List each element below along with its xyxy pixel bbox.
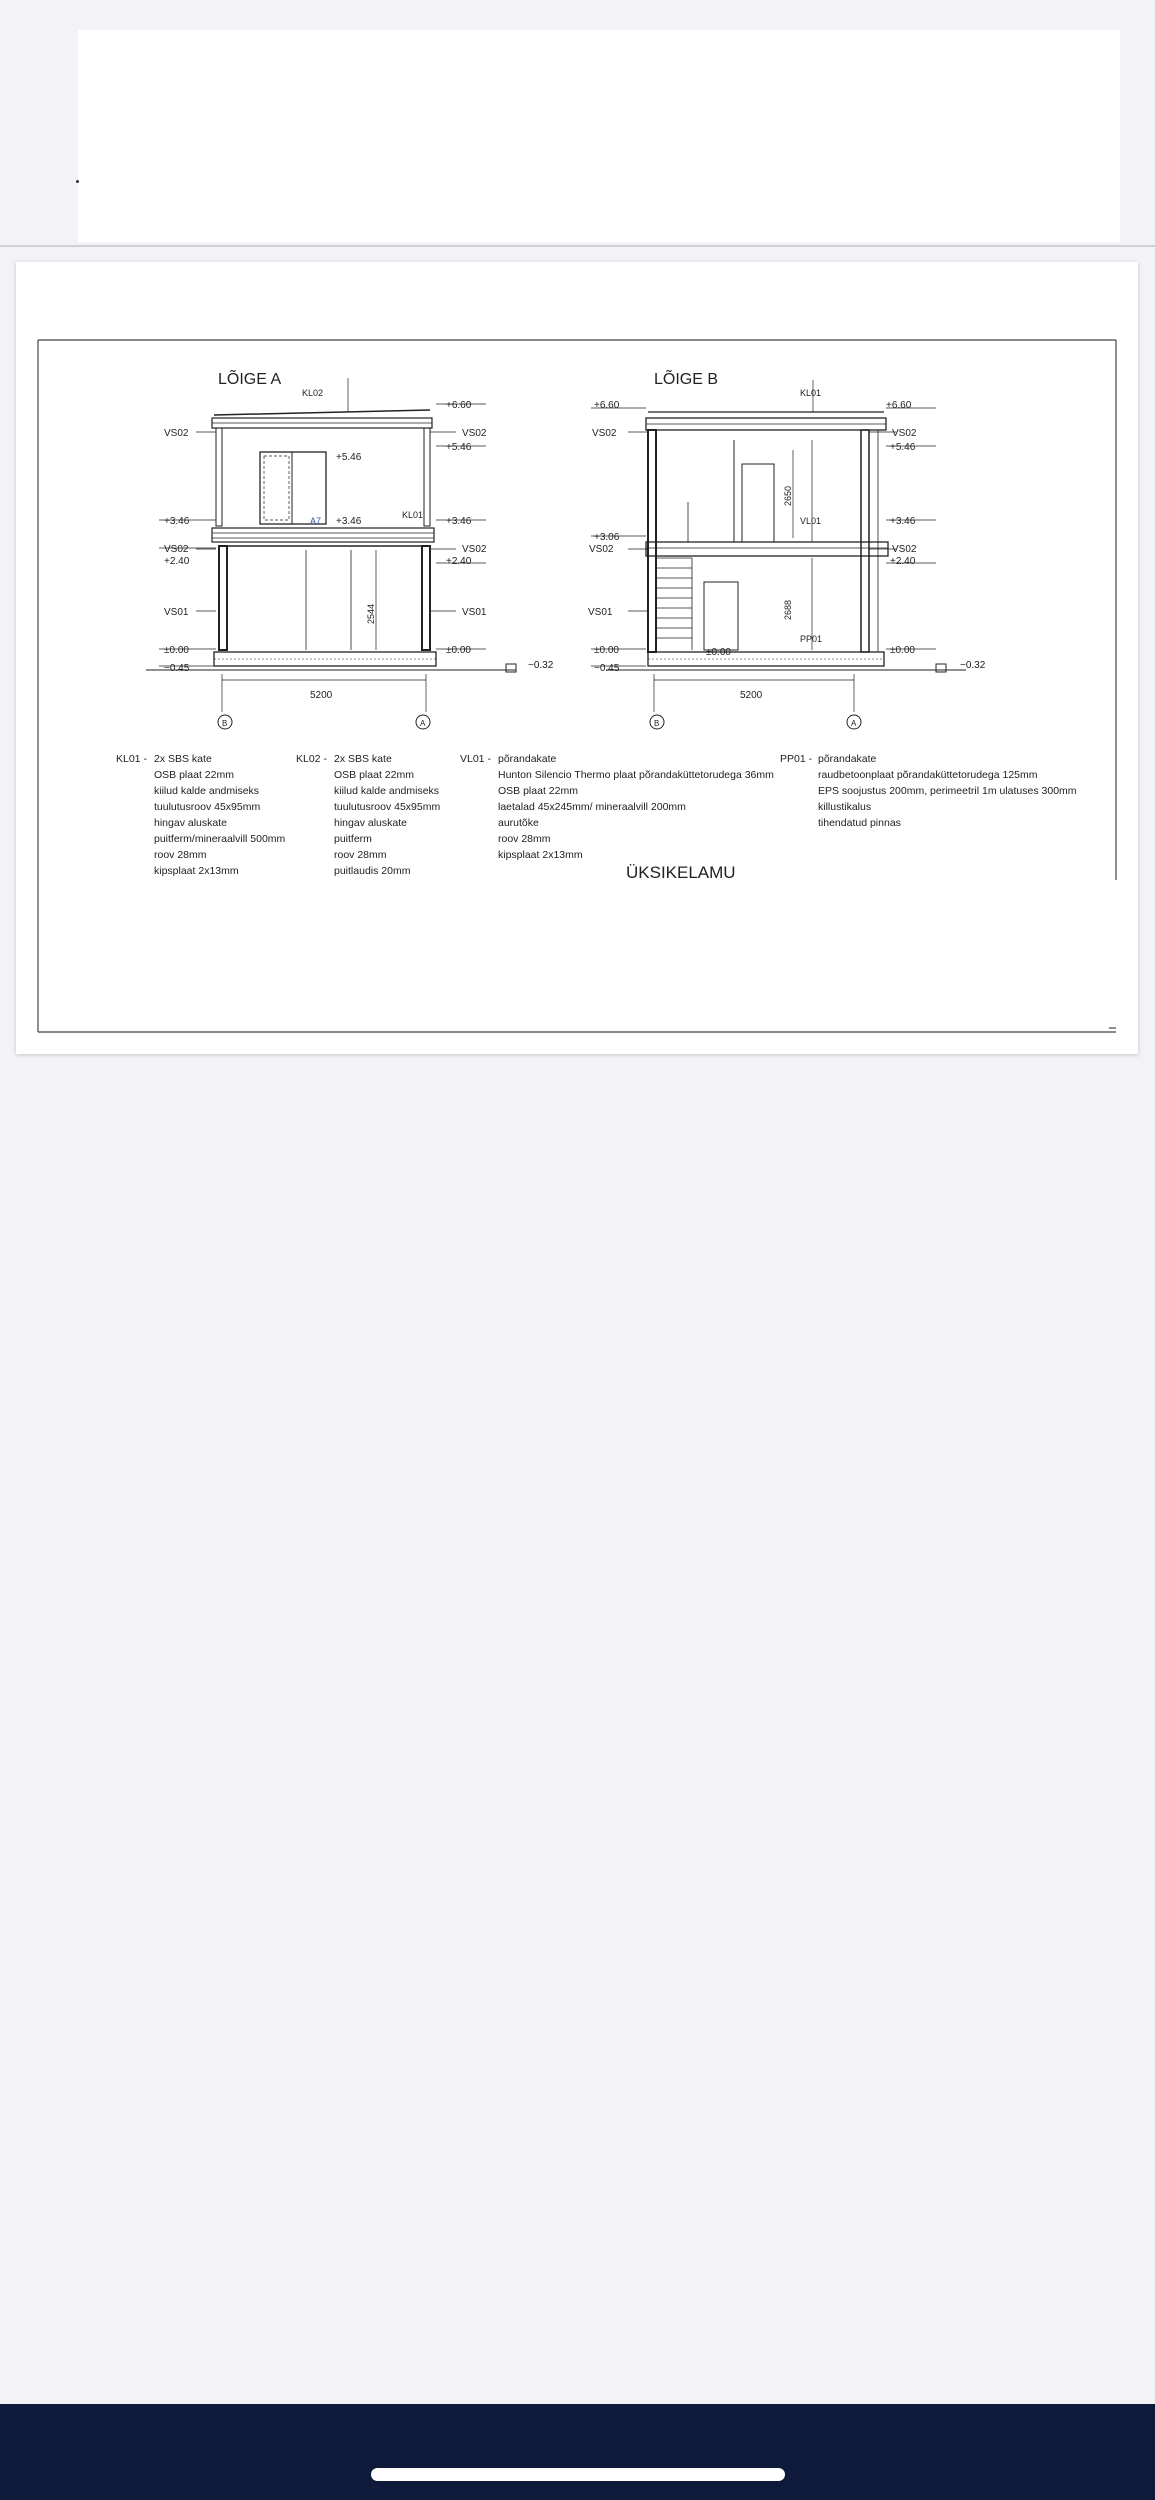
section-b-level-660-left: +6.60: [594, 400, 620, 411]
section-b-wall-vs02-top-left: VS02: [592, 428, 617, 439]
section-b-level-000-right: ±0.00: [890, 645, 915, 656]
staircase: [656, 558, 692, 650]
legend-vl01-code: VL01 -: [460, 753, 491, 765]
section-b-floor-tag: VL01: [800, 516, 822, 526]
section-b-wall-vs02-mid-left: VS02: [589, 544, 614, 555]
home-indicator[interactable]: [371, 2468, 785, 2481]
legend-vl01-line: põrandakate: [498, 753, 557, 765]
legend-kl02-line: tuulutusroov 45x95mm: [334, 801, 441, 813]
legend-kl02: [296, 753, 440, 877]
drawing-page[interactable]: [16, 262, 1138, 1054]
legend-kl01-line: roov 28mm: [154, 849, 207, 861]
legend-kl02-code: KL02 -: [296, 753, 327, 765]
legend-kl01-line: puitferm/mineraalvill 500mm: [154, 833, 286, 845]
section-a-axis-left: B: [222, 719, 228, 728]
legend-kl02-line: puitferm: [334, 833, 372, 845]
section-b-level-neg045: −0.45: [594, 663, 620, 674]
section-a-level-346-inner: +3.46: [336, 516, 362, 527]
section-b-height-dim-upper: 2650: [783, 485, 793, 506]
legend-vl01-line: OSB plaat 22mm: [498, 785, 578, 797]
legend-kl02-line: OSB plaat 22mm: [334, 769, 414, 781]
section-b-wall-vs02-mid-right: VS02: [892, 544, 917, 555]
section-a-level-346-left: +3.46: [164, 516, 190, 527]
section-a-level-neg032: −0.32: [528, 660, 554, 671]
section-a-height-dim: 2544: [366, 603, 376, 624]
section-b-roof-tag: KL01: [800, 388, 822, 398]
section-a-axis-right: A: [420, 719, 426, 728]
section-a-wall-vs02-mid-left: VS02: [164, 544, 189, 555]
drawing-frame: [38, 340, 1116, 1032]
section-b-slab-tag: PP01: [800, 634, 823, 644]
legend-vl01: [460, 753, 774, 861]
legend-pp01-line: põrandakate: [818, 753, 877, 765]
section-b-wall-vs01-left: VS01: [588, 607, 613, 618]
legend-vl01-line: roov 28mm: [498, 833, 551, 845]
section-a-level-546: +5.46: [446, 442, 472, 453]
section-b-axis-right: A: [851, 719, 857, 728]
legend-vl01-line: aurutõke: [498, 817, 539, 829]
legend-kl02-line: 2x SBS kate: [334, 753, 392, 765]
section-a-wall-vs02-top-left: VS02: [164, 428, 189, 439]
bottom-bar: [0, 2404, 1155, 2500]
page-marker: [76, 180, 79, 183]
section-a-level-000-left: ±0.00: [164, 645, 189, 656]
legend-kl01-code: KL01 -: [116, 753, 147, 765]
legend-kl01-line: tuulutusroov 45x95mm: [154, 801, 261, 813]
section-a-wall-vs01-right: VS01: [462, 607, 487, 618]
legend-pp01: [780, 753, 1077, 829]
legend-kl01-line: 2x SBS kate: [154, 753, 212, 765]
drawing-title: ÜKSIKELAMU: [626, 863, 736, 882]
section-a-window-tag: A7: [310, 516, 322, 526]
section-b-level-000-mid: ±0.00: [706, 647, 731, 658]
section-a-wall-vs01-left: VS01: [164, 607, 189, 618]
legend-vl01-line: kipsplaat 2x13mm: [498, 849, 583, 861]
legend-kl01: [116, 753, 286, 877]
legend-kl01-line: kipsplaat 2x13mm: [154, 865, 239, 877]
legend-pp01-code: PP01 -: [780, 753, 813, 765]
section-b-level-306: +3.06: [594, 532, 620, 543]
legend-kl02-line: hingav aluskate: [334, 817, 407, 829]
section-b-axis-left: B: [654, 719, 660, 728]
legend-kl02-line: kiilud kalde andmiseks: [334, 785, 440, 797]
legend: [116, 753, 1077, 882]
section-a-level-660: +6.60: [446, 400, 472, 411]
legend-kl01-line: kiilud kalde andmiseks: [154, 785, 260, 797]
section-b-height-dim-lower: 2688: [783, 599, 793, 620]
section-b-width-dim: 5200: [740, 690, 763, 701]
section-b-level-000-left: ±0.00: [594, 645, 619, 656]
section-b-level-240: +2.40: [890, 556, 916, 567]
section-b-level-346: +3.46: [890, 516, 916, 527]
section-a-level-546-inner: +5.46: [336, 452, 362, 463]
legend-pp01-line: killustikalus: [818, 801, 872, 813]
legend-kl01-line: hingav aluskate: [154, 817, 227, 829]
section-b-level-546: +5.46: [890, 442, 916, 453]
legend-kl01-line: OSB plaat 22mm: [154, 769, 234, 781]
section-a-level-neg045: −0.45: [164, 663, 190, 674]
section-a-wall-vs02-mid-right: VS02: [462, 544, 487, 555]
section-a-title: LÕIGE A: [218, 371, 282, 388]
section-a-level-240-right: +2.40: [446, 556, 472, 567]
section-a-wall-vs02-top-right: VS02: [462, 428, 487, 439]
section-b-wall-vs02-top-right: VS02: [892, 428, 917, 439]
section-a-level-000-right: ±0.00: [446, 645, 471, 656]
legend-pp01-line: raudbetoonplaat põrandaküttetorudega 125mm: [818, 769, 1038, 781]
legend-pp01-line: EPS soojustus 200mm, perimeetril 1m ulatuses 300mm: [818, 785, 1077, 797]
architectural-drawing: [16, 262, 1138, 1054]
section-a-structure: [146, 378, 516, 729]
section-a-labels: [164, 368, 554, 728]
page-divider: [0, 245, 1155, 247]
section-a-roof-tag: KL02: [302, 388, 324, 398]
legend-pp01-line: tihendatud pinnas: [818, 817, 901, 829]
section-a-level-346-right: +3.46: [446, 516, 472, 527]
legend-kl02-line: roov 28mm: [334, 849, 387, 861]
section-a-level-240-left: +2.40: [164, 556, 190, 567]
section-a-width-dim: 5200: [310, 690, 333, 701]
legend-vl01-line: Hunton Silencio Thermo plaat põrandaküttetorudega 36mm: [498, 769, 774, 781]
legend-kl02-line: puitlaudis 20mm: [334, 865, 411, 877]
section-a-floor-tag: KL01: [402, 510, 424, 520]
section-b-level-neg032: −0.32: [960, 660, 986, 671]
legend-vl01-line: laetalad 45x245mm/ mineraalvill 200mm: [498, 801, 686, 813]
section-b-title: LÕIGE B: [654, 371, 719, 388]
section-b-level-660-right: +6.60: [886, 400, 912, 411]
top-blank-page: [78, 30, 1120, 242]
